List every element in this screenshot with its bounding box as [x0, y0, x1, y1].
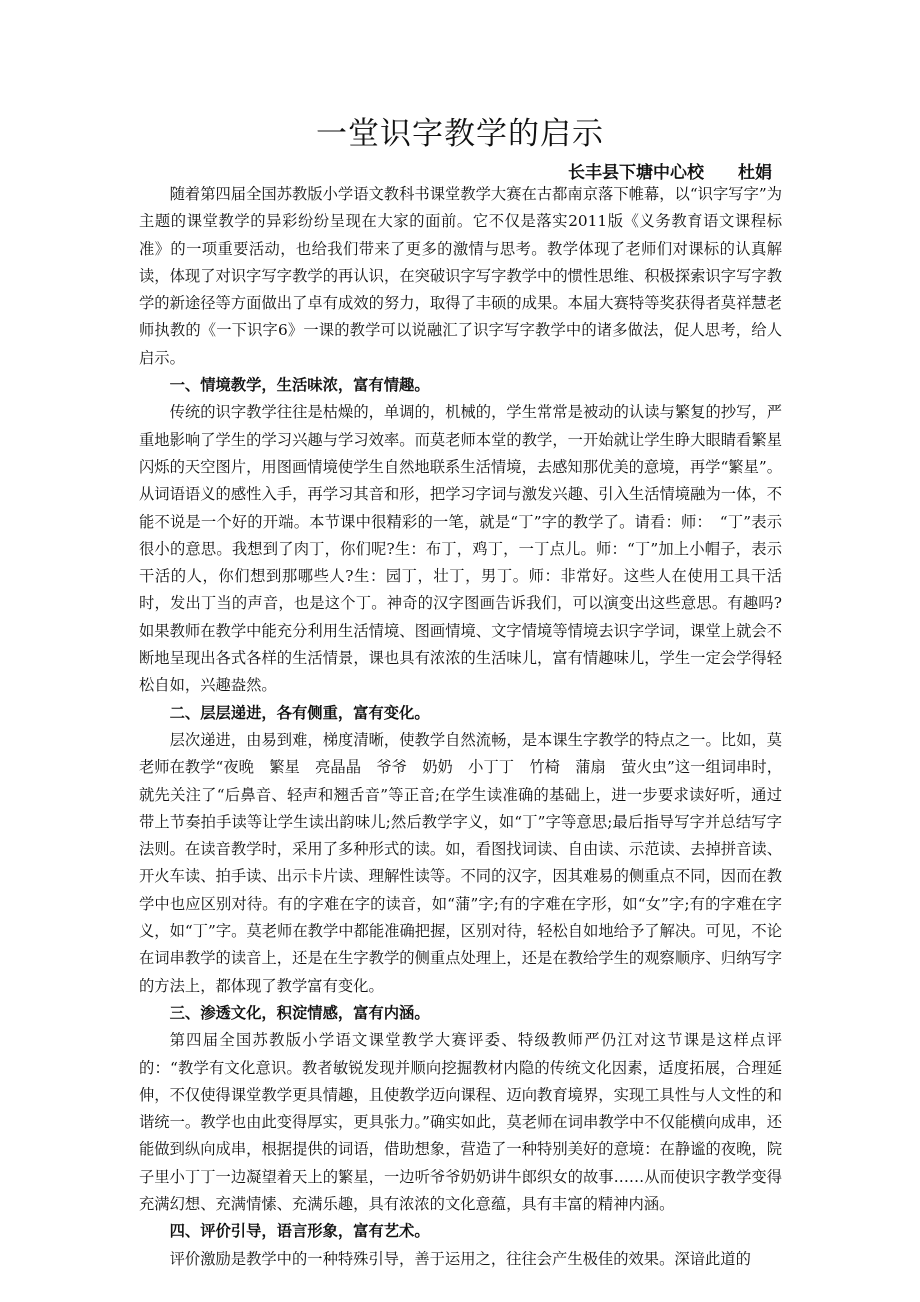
section-paragraph-3: 第四届全国苏教版小学语文课堂教学大赛评委、特级教师严仍江对这节课是这样点评的：“教学有文化意识。教者敏锐发现并顺向挖掘教材内隐的传统文化因素，适度拓展，合理延伸，不仅使得课堂教学更具情趣，且使教学迈向课程、迈向教育境界，实现工具性与人文性的和谐统一。教学也由此变得厚实，更具张力。”确实如此，莫老师在词串教学中不仅能横向成串，还能做到纵向成串，根据提供的词语，借助想象，营造了一种特别美好的意境：在静谧的夜晚，院子里小丁丁一边凝望着天上的繁星，一边听爷爷奶奶讲牛郎织女的故事……从而使识字教学变得充满幻想、充满情愫、充满乐趣，具有浓浓的文化意蕴，具有丰富的精神内涵。: [139, 1031, 782, 1213]
intro-paragraph: 随着第四届全国苏教版小学语文教科书课堂教学大赛在古都南京落下帷幕，以“识字写字”为主题的课堂教学的异彩纷纷呈现在大家的面前。它不仅是落实2011版《义务教育语文课程标准》的一项重要活动，也给我们带来了更多的激情与思考。教学体现了老师们对课标的认真解读，体现了对识字写字教学的再认识，在突破识字写字教学中的惯性思维、积极探索识字写字教学的新途径等方面做出了卓有成效的努力，取得了丰硕的成果。本届大赛特等奖获得者莫祥慧老师执教的《一下识字6》一课的教学可以说融汇了识字写字教学中的诸多做法，促人思考，给人启示。: [139, 185, 782, 367]
section-paragraph-4: 评价激励是教学中的一种特殊引导，善于运用之，往往会产生极佳的效果。深谙此道的: [169, 1249, 751, 1268]
section-paragraph-1: 传统的识字教学往往是枯燥的，单调的，机械的，学生常常是被动的认读与繁复的抄写，严重地影响了学生的学习兴趣与学习效率。而莫老师本堂的教学，一开始就让学生睁大眼睛看繁星闪烁的天空图片，用图画情境使学生自然地联系生活情境，去感知那优美的意境，再学“繁星”。从词语语义的感性入手，再学习其音和形，把学习字词与激发兴趣、引入生活情境融为一体，不能不说是一个好的开端。本节课中很精彩的一笔，就是“丁”字的教学了。请看：师： “丁”表示很小的意思。我想到了肉丁，你们呢?生：布丁，鸡丁，一丁点儿。师：“丁”加上小帽子，表示干活的人，你们想到那哪些人?生：园丁，壮丁，男丁。师：非常好。这些人在使用工具干活时，发出丁当的声音，也是这个丁。神奇的汉字图画告诉我们，可以演变出这些意思。有趣吗?如果教师在教学中能充分利用生活情境、图画情境、文字情境等情境去识字学词，课堂上就会不断地呈现出各式各样的生活情景，课也具有浓浓的生活味儿，富有情趣味儿，学生一定会学得轻松自如，兴趣盎然。: [139, 403, 782, 695]
byline-school: 长丰县下塘中心校: [568, 163, 704, 183]
section-heading-4: 四、评价引导，语言形象，富有艺术。: [169, 1222, 430, 1241]
document-title: 一堂识字教学的启示: [316, 116, 604, 152]
section-heading-2: 二、层层递进，各有侧重，富有变化。: [169, 703, 430, 722]
section-paragraph-2: 层次递进，由易到难，梯度清晰，使教学自然流畅，是本课生字教学的特点之一。比如，莫老师在教学“夜晚 繁星 亮晶晶 爷爷 奶奶 小丁丁 竹椅 蒲扇 萤火虫”这一组词串时，就先关注了“后鼻音、轻声和翘舌音”等正音;在学生读准确的基础上，进一步要求读好听，通过带上节奏拍手读等让学生读出韵味儿;然后教学字义，如“丁”字等意思;最后指导写字并总结写字法则。在读音教学时，采用了多种形式的读。如，看图找词读、自由读、示范读、去掉拼音读、开火车读、拍手读、出示卡片读、理解性读等。不同的汉字，因其难易的侧重点不同，因而在教学中也应区别对待。有的字难在字的读音，如“蒲”字;有的字难在字形，如“女”字;有的字难在字义，如“丁”字。莫老师在教学中都能准确把握，区别对待，轻松自如地给予了解决。可见，不论在词串教学的读音上，还是在生字教学的侧重点处理上，还是在教给学生的观察顺序、归纳写字的方法上，都体现了教学富有变化。: [139, 730, 782, 995]
section-heading-1: 一、情境教学，生活味浓，富有情趣。: [169, 376, 430, 395]
byline-author: 杜娟: [738, 163, 772, 183]
document-body: [139, 181, 782, 1273]
section-heading-3: 三、渗透文化，积淀情感，富有内涵。: [169, 1003, 430, 1022]
